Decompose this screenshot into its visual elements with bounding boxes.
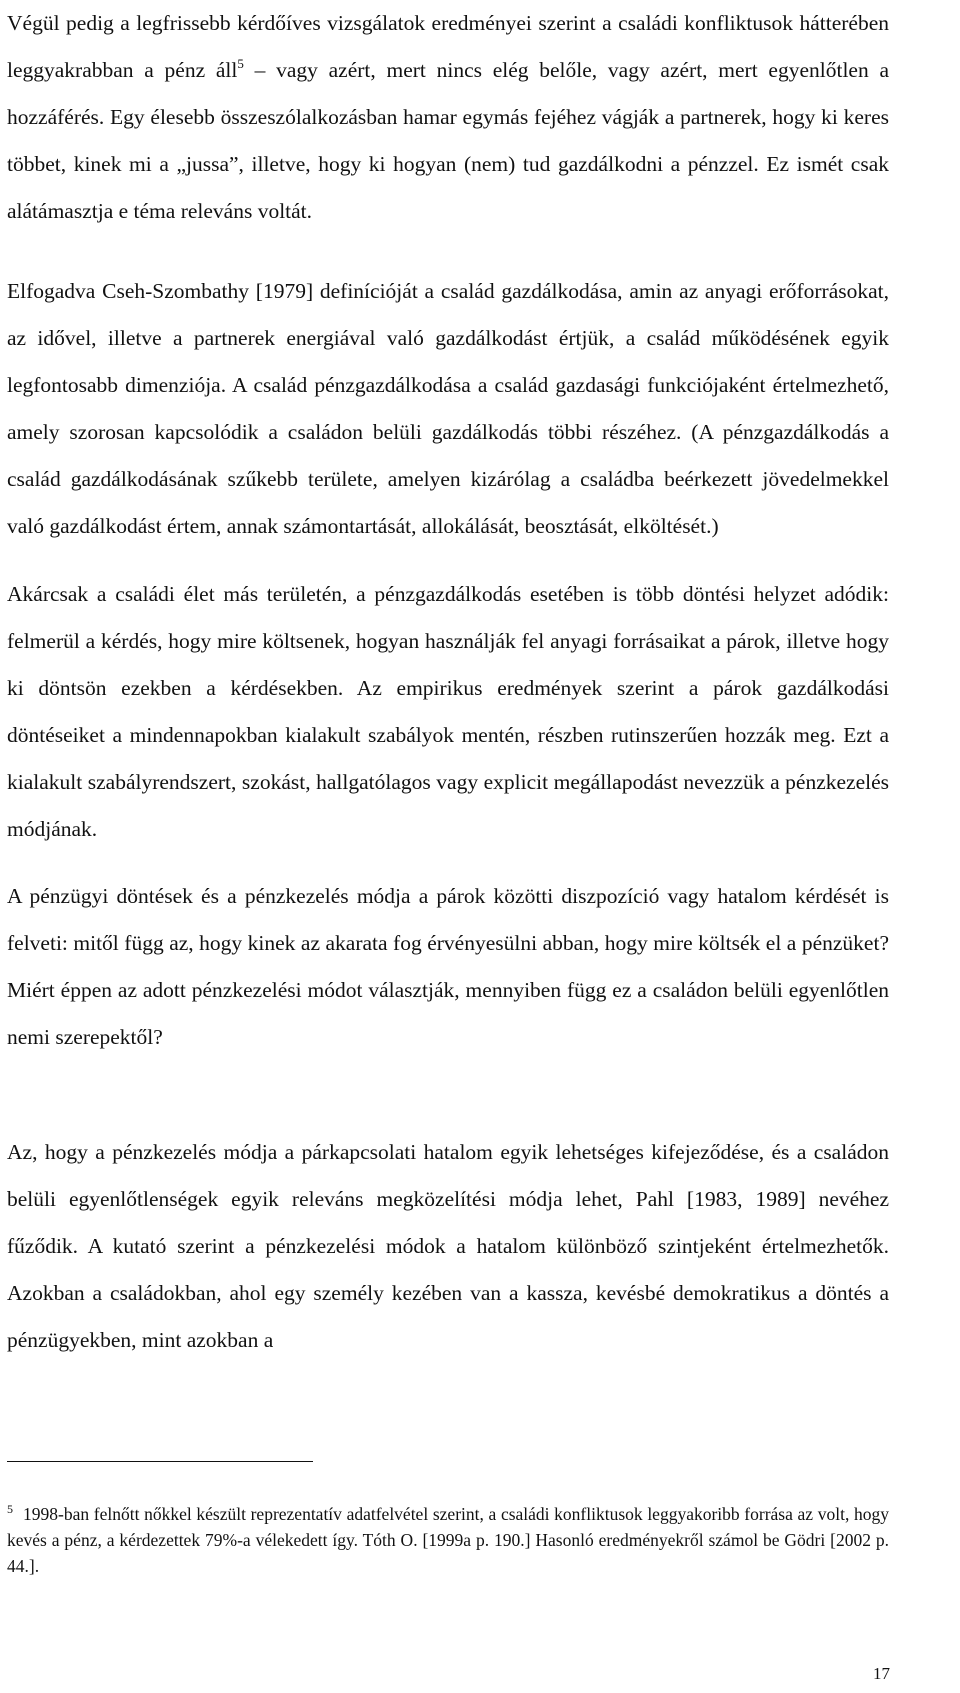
footnote-reference[interactable]: 5 xyxy=(237,56,244,71)
paragraph-1-text-end: – vagy azért, mert nincs elég belőle, vagy azért, mert egyenlőtlen a hozzáférés. Egy élesebb összeszólalkozásban hamar egymás fejéhez vágják a partnerek, hogy ki keres többet, kinek mi a „jussa”, illetve, hogy ki hogyan (nem) tud gazdálkodni a pénzzel. Ez ismét csak alátámasztja e téma releváns voltát. xyxy=(7,58,889,223)
paragraph-1 xyxy=(7,0,889,235)
paragraph-3: Akárcsak a családi élet más területén, a pénzgazdálkodás esetében is több döntési helyzet adódik: felmerül a kérdés, hogy mire költsenek, hogyan használják fel anyagi forrásaikat a párok, illetve hogy ki döntsön ezekben a kérdésekben. Az empirikus eredmények szerint a párok gazdálkodási döntéseiket a mindennapokban kialakult szabályok mentén, részben rutinszerűen hozzák meg. Ezt a kialakult szabályrendszert, szokást, hallgatólagos vagy explicit megállapodást nevezzük a pénzkezelés módjának. xyxy=(7,582,889,841)
footnote xyxy=(7,1501,889,1579)
footnote-number: 5 xyxy=(7,1502,13,1516)
page-number: 17 xyxy=(873,1664,890,1683)
footnote-separator xyxy=(7,1461,313,1462)
paragraph-2: Elfogadva Cseh-Szombathy [1979] definícióját a család gazdálkodása, amin az anyagi erőforrásokat, az idővel, illetve a partnerek energiával való gazdálkodást értjük, a család működésének egyik legfontosabb dimenziója. A család pénzgazdálkodása a család gazdasági funkciójaként értelmezhető, amely szorosan kapcsolódik a családon belüli gazdálkodás többi részéhez. (A pénzgazdálkodás a család gazdálkodásának szűkebb területe, amelyen kizárólag a családba beérkezett jövedelmekkel való gazdálkodást értem, annak számontartását, allokálását, beosztását, elköltését.) xyxy=(7,279,889,538)
paragraph-1-text-start: Végül pedig a legfrissebb kérdőíves vizsgálatok eredményei szerint a családi konfliktusok hátterében leggyakrabban a pénz áll xyxy=(7,11,889,82)
paragraph-5: Az, hogy a pénzkezelés módja a párkapcsolati hatalom egyik lehetséges kifejeződése, és a családon belüli egyenlőtlenségek egyik releváns megközelítési módja lehet, Pahl [1983, 1989] nevéhez fűződik. A kutató szerint a pénzkezelési módok a hatalom különböző szintjeként értelmezhetők. Azokban a családokban, ahol egy személy kezében van a kassza, kevésbé demokratikus a döntés a pénzügyekben, mint azokban a xyxy=(7,1140,889,1352)
footnote-text: 1998-ban felnőtt nőkkel készült reprezentatív adatfelvétel szerint, a családi konfliktusok leggyakoribb forrása az volt, hogy kevés a pénz, a kérdezettek 79%-a vélekedett így. Tóth O. [1999a p. 190.] Hasonló eredményekről számol be Gödri [2002 p. 44.]. xyxy=(7,1504,889,1576)
paragraph-4: A pénzügyi döntések és a pénzkezelés módja a párok közötti diszpozíció vagy hatalom kérdését is felveti: mitől függ az, hogy kinek az akarata fog érvényesülni abban, hogy mire költsék el a pénzüket? Miért éppen az adott pénzkezelési módot választják, mennyiben függ ez a családon belüli egyenlőtlen nemi szerepektől? xyxy=(7,884,889,1049)
